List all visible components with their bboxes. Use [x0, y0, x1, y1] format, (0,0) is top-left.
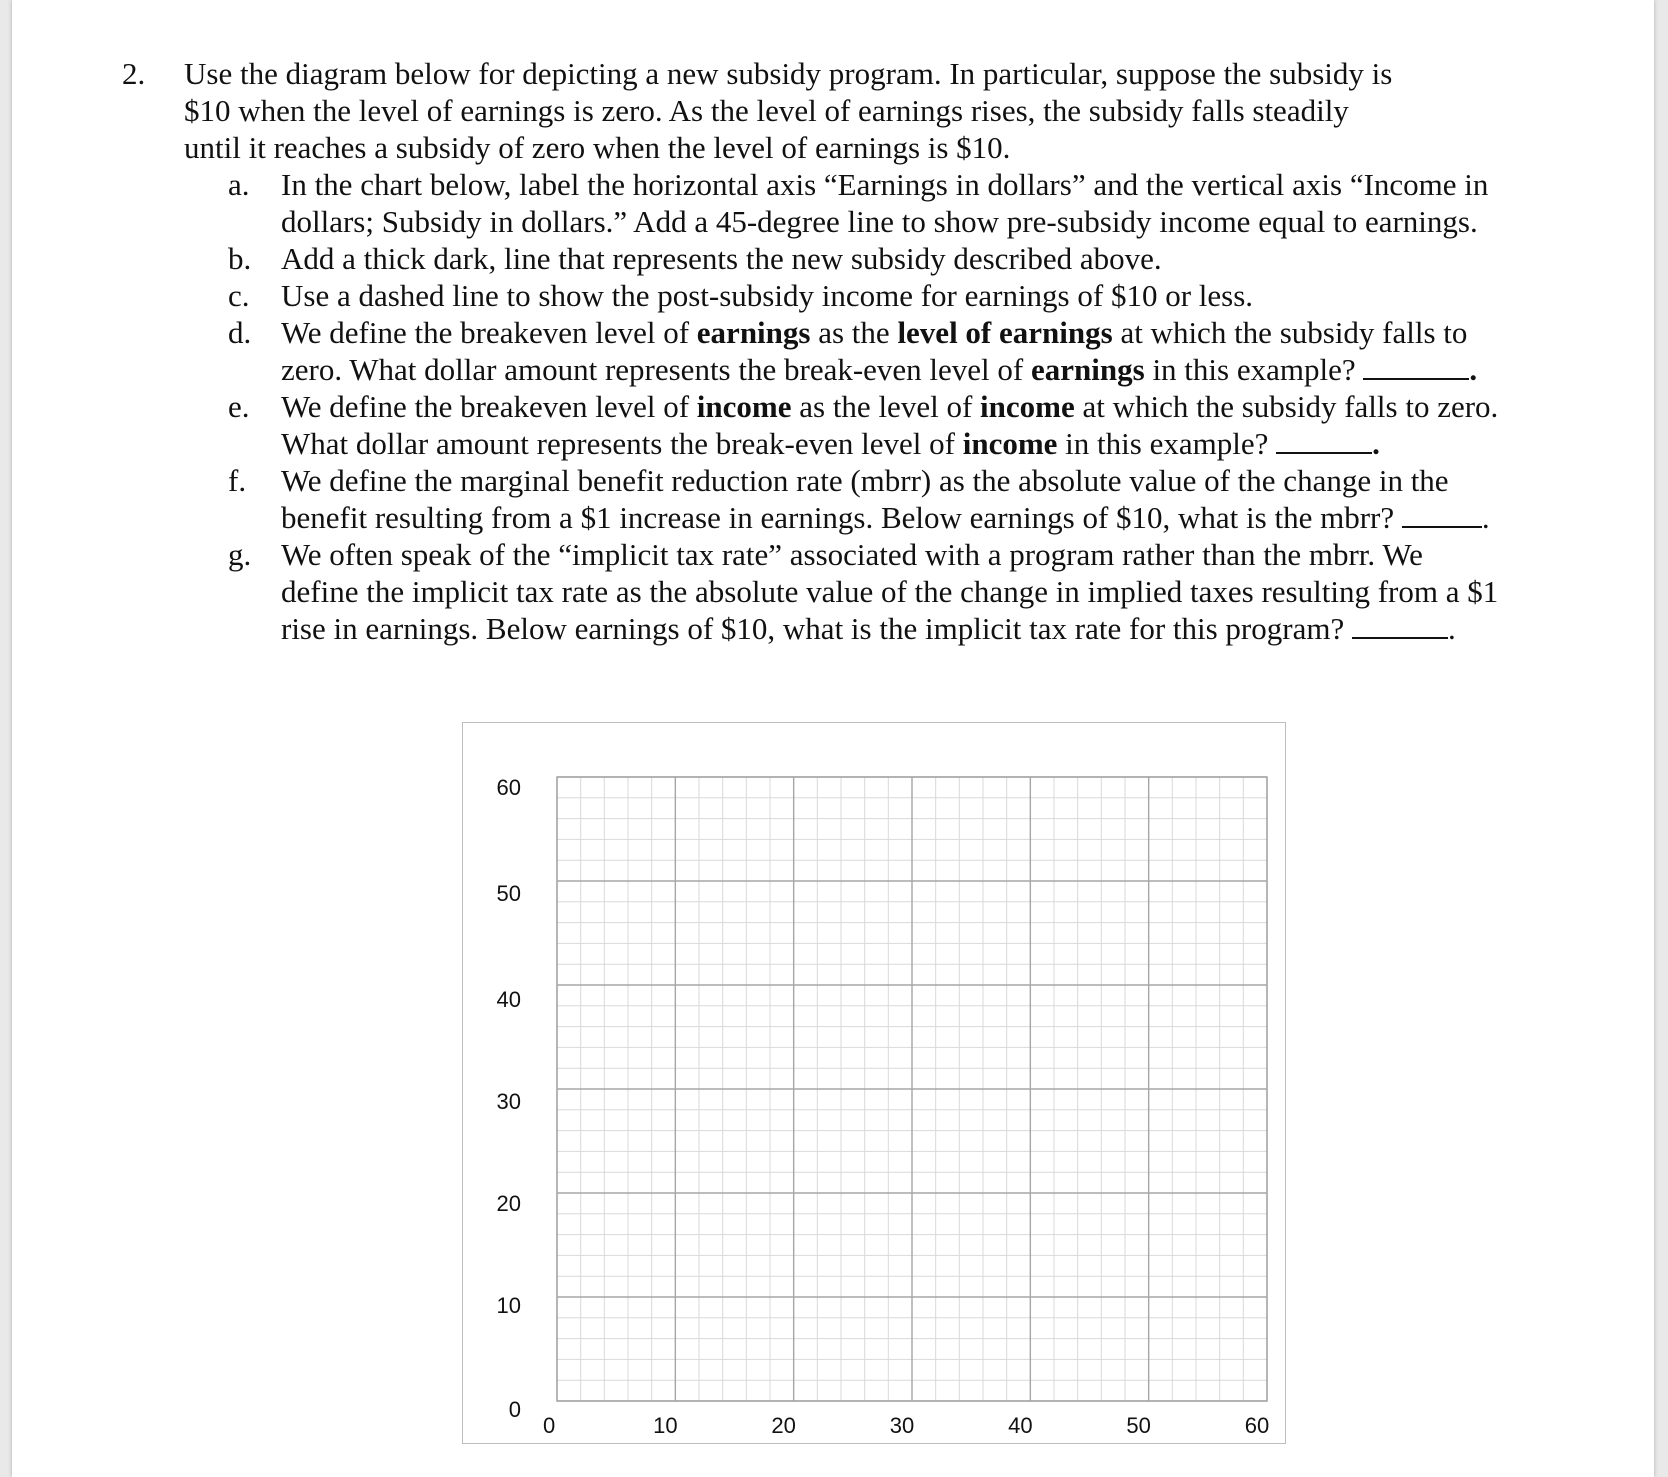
answer-blank[interactable] — [1363, 354, 1469, 380]
document-page — [12, 0, 1654, 1477]
part-text: zero. What dollar amount represents the break-even level of — [281, 352, 1031, 387]
part-letter: f. — [228, 463, 247, 498]
bold-term: earnings — [1031, 352, 1145, 387]
line-end: . — [1447, 611, 1456, 646]
part-text: at which the subsidy falls to — [1112, 315, 1468, 350]
question-line: $10 when the level of earnings is zero. As the level of earnings rises, the subsidy falls steadily — [184, 93, 1349, 128]
answer-blank[interactable] — [1352, 613, 1448, 639]
part-text: benefit resulting from a $1 increase in earnings. Below earnings of $10, what is the mbrr? — [281, 500, 1395, 535]
part-text: Add a thick dark, line that represents the new subsidy described above. — [281, 241, 1162, 276]
part-text: as the level of — [791, 389, 981, 424]
part-text: We define the marginal benefit reduction rate (mbrr) as the absolute value of the change in the — [281, 463, 1449, 498]
part-text: define the implicit tax rate as the absolute value of the change in implied taxes resulting from a $1 — [281, 574, 1499, 609]
part-text: in this example? — [1057, 426, 1269, 461]
part-text: We often speak of the “implicit tax rate” associated with a program rather than the mbrr. We — [281, 537, 1423, 572]
part-a — [228, 166, 1498, 240]
part-letter: c. — [228, 278, 250, 313]
x-tick-label: 60 — [1244, 1413, 1270, 1438]
x-tick-label: 40 — [1008, 1413, 1033, 1438]
question-number: 2. — [122, 56, 146, 91]
part-text: as the — [810, 315, 898, 350]
y-tick-label: 40 — [496, 987, 521, 1012]
y-tick-label: 20 — [496, 1191, 521, 1216]
part-text: at which the subsidy falls to zero. — [1074, 389, 1499, 424]
part-letter: e. — [228, 389, 250, 424]
line-end: . — [1469, 352, 1478, 387]
part-f — [228, 462, 1498, 536]
part-g — [228, 536, 1498, 647]
bold-term: income — [696, 389, 792, 424]
question-line: until it reaches a subsidy of zero when the level of earnings is $10. — [184, 130, 1011, 165]
line-end: . — [1372, 426, 1380, 461]
bold-term: income — [980, 389, 1075, 424]
x-tick-label: 50 — [1126, 1413, 1151, 1438]
answer-blank[interactable] — [1402, 502, 1482, 528]
part-b — [228, 240, 1498, 277]
x-tick-label: 30 — [889, 1413, 915, 1438]
part-text: dollars; Subsidy in dollars.” Add a 45-degree line to show pre-subsidy income equal to earnings. — [281, 204, 1478, 239]
part-text: In the chart below, label the horizontal axis “Earnings in dollars” and the vertical axis “Income in — [281, 167, 1489, 202]
x-tick-label: 10 — [653, 1413, 678, 1438]
y-tick-label: 30 — [496, 1089, 521, 1114]
part-text: What dollar amount represents the break-even level of — [281, 426, 963, 461]
part-c — [228, 277, 1498, 314]
part-e — [228, 388, 1498, 462]
y-tick-label: 0 — [508, 1397, 521, 1422]
question-text — [184, 55, 1564, 166]
part-text: We define the breakeven level of — [281, 389, 697, 424]
graph-paper-chart[interactable] — [463, 723, 1285, 1443]
part-d — [228, 314, 1498, 388]
x-tick-label: 0 — [543, 1413, 556, 1438]
part-text: Use a dashed line to show the post-subsidy income for earnings of $10 or less. — [281, 278, 1254, 313]
part-text: in this example? — [1144, 352, 1356, 387]
part-letter: a. — [228, 167, 250, 202]
bold-term: level of earnings — [897, 315, 1113, 350]
part-text: We define the breakeven level of — [281, 315, 697, 350]
y-tick-label: 50 — [496, 881, 521, 906]
part-letter: d. — [228, 315, 252, 350]
line-end: . — [1481, 500, 1490, 535]
y-tick-label: 60 — [496, 775, 521, 800]
sub-questions — [228, 166, 1498, 647]
part-letter: g. — [228, 537, 252, 572]
bold-term: income — [962, 426, 1058, 461]
part-text: rise in earnings. Below earnings of $10, what is the implicit tax rate for this program? — [281, 611, 1345, 646]
part-letter: b. — [228, 241, 252, 276]
blank-chart-frame[interactable] — [462, 722, 1286, 1444]
bold-term: earnings — [696, 315, 811, 350]
y-tick-label: 10 — [496, 1293, 521, 1318]
question-line: Use the diagram below for depicting a new subsidy program. In particular, suppose the subsidy is — [184, 56, 1393, 91]
x-tick-label: 20 — [771, 1413, 796, 1438]
answer-blank[interactable] — [1276, 428, 1372, 454]
